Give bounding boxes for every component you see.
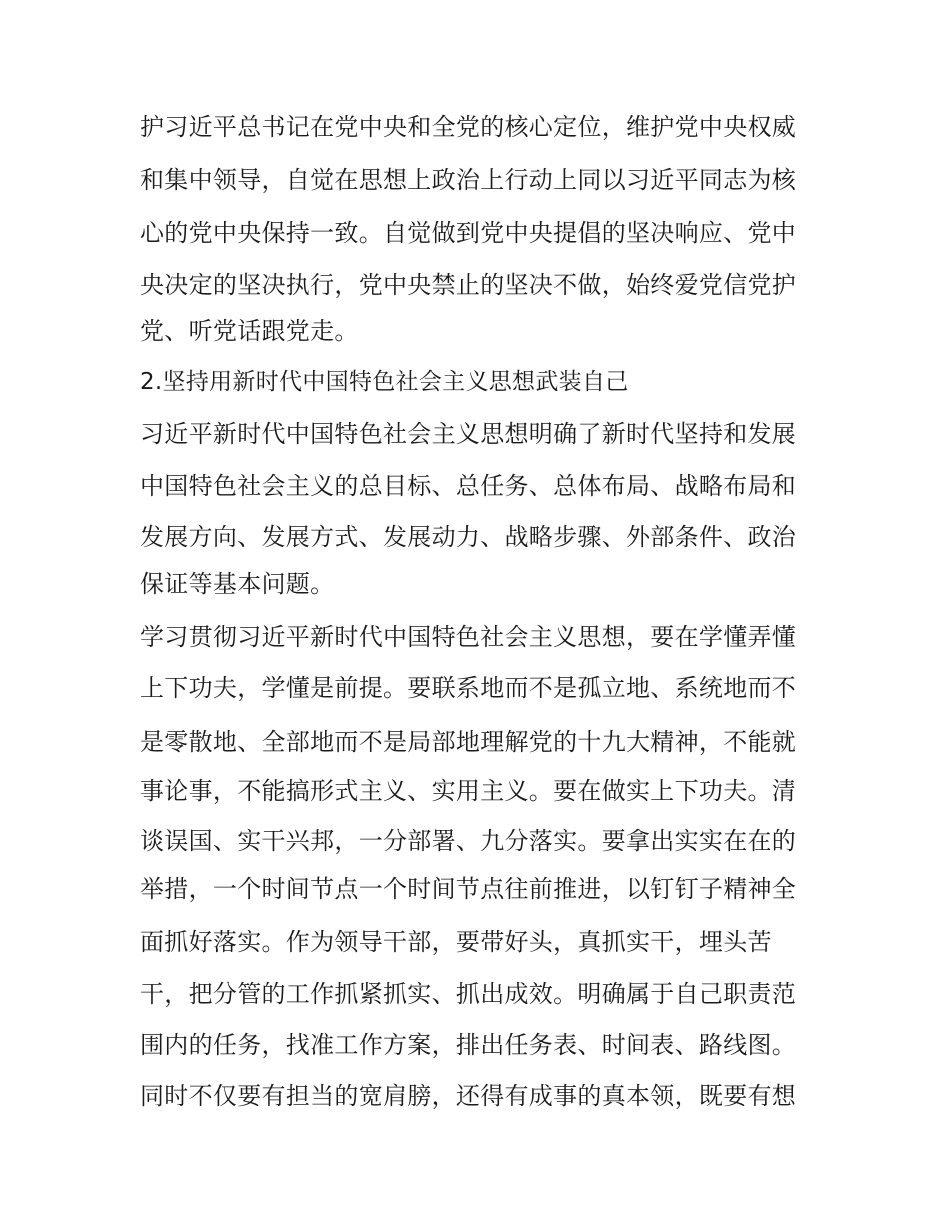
text-line: 上下功夫，学懂是前提。要联系地而不是孤立地、系统地而不 <box>140 674 797 702</box>
text-line: 保证等基本问题。 <box>140 570 335 598</box>
text-line: 举措，一个时间节点一个时间节点往前推进，以钉钉子精神全 <box>140 875 797 903</box>
text-line: 和集中领导，自觉在思想上政治上行动上同以习近平同志为核 <box>140 166 797 194</box>
text-line: 同时不仅要有担当的宽肩膀，还得有成事的真本领，既要有想 <box>140 1082 797 1110</box>
text-line: 围内的任务，找准工作方案，排出任务表、时间表、路线图。 <box>140 1031 797 1059</box>
text-line: 央决定的坚决执行，党中央禁止的坚决不做，始终爱党信党护 <box>140 271 797 299</box>
text-line: 谈误国、实干兴邦，一分部署、九分落实。要拿出实实在在的 <box>140 827 797 855</box>
text-line: 党、听党话跟党走。 <box>140 317 359 345</box>
text-line: 学习贯彻习近平新时代中国特色社会主义思想，要在学懂弄懂 <box>140 623 797 651</box>
text-line: 习近平新时代中国特色社会主义思想明确了新时代坚持和发展 <box>140 420 797 448</box>
text-line: 护习近平总书记在党中央和全党的核心定位，维护党中央权威 <box>140 113 797 141</box>
text-line: 中国特色社会主义的总目标、总任务、总体布局、战略布局和 <box>140 472 797 500</box>
text-line: 发展方向、发展方式、发展动力、战略步骤、外部条件、政治 <box>140 523 797 551</box>
text-line: 干，把分管的工作抓紧抓实、抓出成效。明确属于自己职责范 <box>140 980 797 1008</box>
text-line: 是零散地、全部地而不是局部地理解党的十九大精神，不能就 <box>140 728 797 756</box>
text-line: 面抓好落实。作为领导干部，要带好头，真抓实干，埋头苦 <box>140 928 772 956</box>
text-line: 事论事，不能搞形式主义、实用主义。要在做实上下功夫。清 <box>140 777 797 805</box>
text-line: 心的党中央保持一致。自觉做到党中央提倡的坚决响应、党中 <box>140 219 797 247</box>
section-heading: 2.坚持用新时代中国特色社会主义思想武装自己 <box>140 369 629 395</box>
